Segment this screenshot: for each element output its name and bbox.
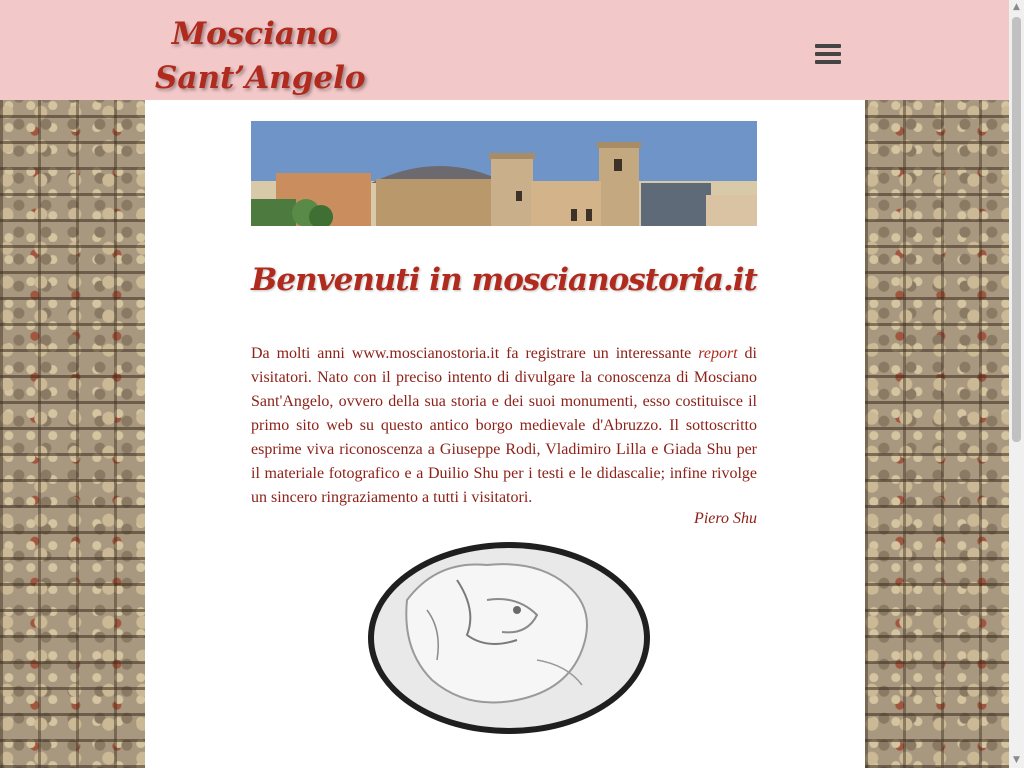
menu-bar-bottom xyxy=(815,60,841,64)
logo-line-2: Sant’Angelo xyxy=(155,60,366,96)
menu-bar-middle xyxy=(815,52,841,56)
vertical-scrollbar[interactable] xyxy=(1009,0,1024,768)
cameo-relief-image xyxy=(367,540,652,736)
report-emphasis: report xyxy=(698,345,738,362)
logo-line-1: Mosciano xyxy=(171,16,339,52)
header-bar xyxy=(0,0,1009,100)
page-title: Benvenuti in moscianostoria.it xyxy=(251,262,757,298)
menu-bar-top xyxy=(815,44,841,48)
intro-text-start: Da molti anni www.moscianostoria.it fa registrare un interessante xyxy=(251,345,699,362)
scroll-up-arrow-icon[interactable]: ▲ xyxy=(1013,2,1020,12)
signature: Piero Shu xyxy=(694,510,757,527)
hamburger-menu-icon[interactable] xyxy=(812,40,844,68)
intro-paragraph xyxy=(251,342,757,510)
stone-wall-right xyxy=(865,0,1009,768)
stone-wall-left xyxy=(0,0,145,768)
intro-text-end: di visitatori. Nato con il preciso intento di divulgare la conoscenza di Mosciano Sant'Angelo, ovvero della sua storia e dei suoi monumenti, esso costituisce il primo sito web su questo antico borgo medievale d'Abruzzo. Il sottoscritto esprime viva riconoscenza a Giuseppe Rodi, Vladimiro Lilla e Giada Shu per il materiale fotografico e a Duilio Shu per i testi e le didascalie; infine rivolge un sincero ringraziamento a tutti i visitatori. xyxy=(251,345,757,506)
scrollbar-thumb[interactable] xyxy=(1012,17,1021,442)
scroll-down-arrow-icon[interactable]: ▼ xyxy=(1013,755,1020,765)
main-content xyxy=(145,100,865,768)
town-skyline-banner-image xyxy=(251,121,757,226)
skyline-illustration xyxy=(251,121,757,226)
